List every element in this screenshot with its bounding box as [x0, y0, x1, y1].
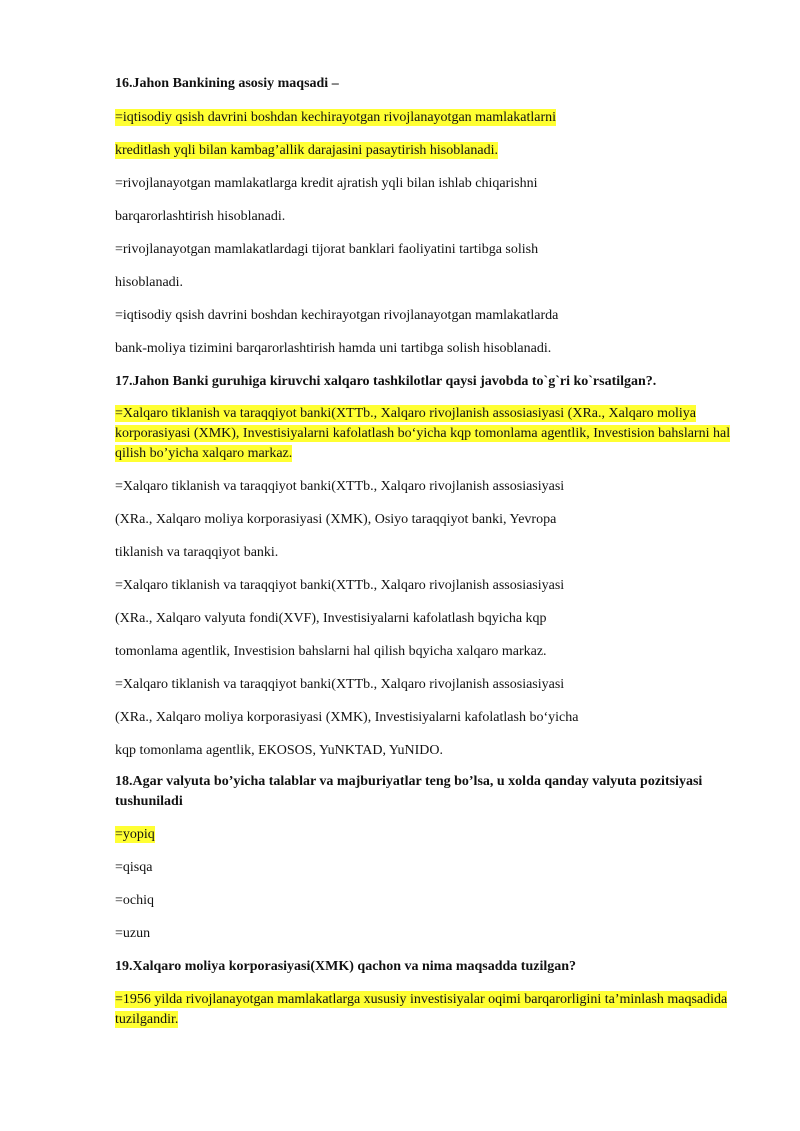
answer-option-line: =Xalqaro tiklanish va taraqqiyot banki(XTTb., Xalqaro rivojlanish assosiasiyasi [115, 479, 565, 494]
answer-option-line: (XRa., Xalqaro moliya korporasiyasi (XMK), Osiyo taraqqiyot banki, Yevropa [115, 512, 557, 527]
answer-option-line: tomonlama agentlik, Investision bahslarni hal qilish bqyicha xalqaro markaz. [115, 644, 547, 659]
answer-option-line: =iqtisodiy qsish davrini boshdan kechirayotgan rivojlanayotgan mamlakatlarda [115, 308, 559, 323]
question-16-title: 16.Jahon Bankining asosiy maqsadi – [115, 76, 339, 91]
question-17-title: 17.Jahon Banki guruhiga kiruvchi xalqaro tashkilotlar qaysi javobda to`g`ri ko`rsatilgan?. [115, 374, 657, 389]
answer-option-line: =rivojlanayotgan mamlakatlarga kredit ajratish yqli bilan ishlab chiqarishni [115, 176, 538, 191]
answer-option-line: tiklanish va taraqqiyot banki. [115, 545, 279, 560]
correct-answer-line: kreditlash yqli bilan kambag’allik darajasini pasaytirish hisoblanadi. [115, 143, 498, 158]
answer-option-line: bank-moliya tizimini barqarorlashtirish hamda uni tartibga solish hisoblanadi. [115, 341, 552, 356]
correct-answer-line: =yopiq [115, 827, 155, 842]
correct-answer-block: =Xalqaro tiklanish va taraqqiyot banki(XTTb., Xalqaro rivojlanish assosiasiyasi (XRa., Xalqaro moliya korporasiyasi (XMK), Investisiyalarni kafolatlash bo‘yicha kqp tomonlama agentlik, Investision bahslarni hal qilish bo’yicha xalqaro markaz. [115, 406, 731, 461]
answer-option-line: =Xalqaro tiklanish va taraqqiyot banki(XTTb., Xalqaro rivojlanish assosiasiyasi [115, 578, 565, 593]
question-19-title: 19.Xalqaro moliya korporasiyasi(XMK) qachon va nima maqsadda tuzilgan? [115, 959, 577, 974]
answer-option-line: hisoblanadi. [115, 275, 184, 290]
answer-option-line: =Xalqaro tiklanish va taraqqiyot banki(XTTb., Xalqaro rivojlanish assosiasiyasi [115, 677, 565, 692]
answer-option-line: =ochiq [115, 893, 154, 908]
answer-option-line: (XRa., Xalqaro valyuta fondi(XVF), Investisiyalarni kafolatlash bqyicha kqp [115, 611, 547, 626]
answer-option-line: =qisqa [115, 860, 153, 875]
answer-option-line: =rivojlanayotgan mamlakatlardagi tijorat banklari faoliyatini tartibga solish [115, 242, 539, 257]
question-18-title: 18.Agar valyuta bo’yicha talablar va majburiyatlar teng bo’lsa, u xolda qanday valyuta pozitsiyasi tushuniladi [115, 774, 703, 809]
answer-option-line: kqp tomonlama agentlik, EKOSOS, YuNKTAD, YuNIDO. [115, 743, 443, 758]
answer-option-line: =uzun [115, 926, 151, 941]
correct-answer-line: =iqtisodiy qsish davrini boshdan kechirayotgan rivojlanayotgan mamlakatlarni [115, 110, 557, 125]
answer-option-line: (XRa., Xalqaro moliya korporasiyasi (XMK), Investisiyalarni kafolatlash bo‘yicha [115, 710, 579, 725]
correct-answer-block: =1956 yilda rivojlanayotgan mamlakatlarga xususiy investisiyalar oqimi barqarorligini ta’minlash maqsadida tuzilgandir. [115, 992, 728, 1027]
answer-option-line: barqarorlashtirish hisoblanadi. [115, 209, 286, 224]
